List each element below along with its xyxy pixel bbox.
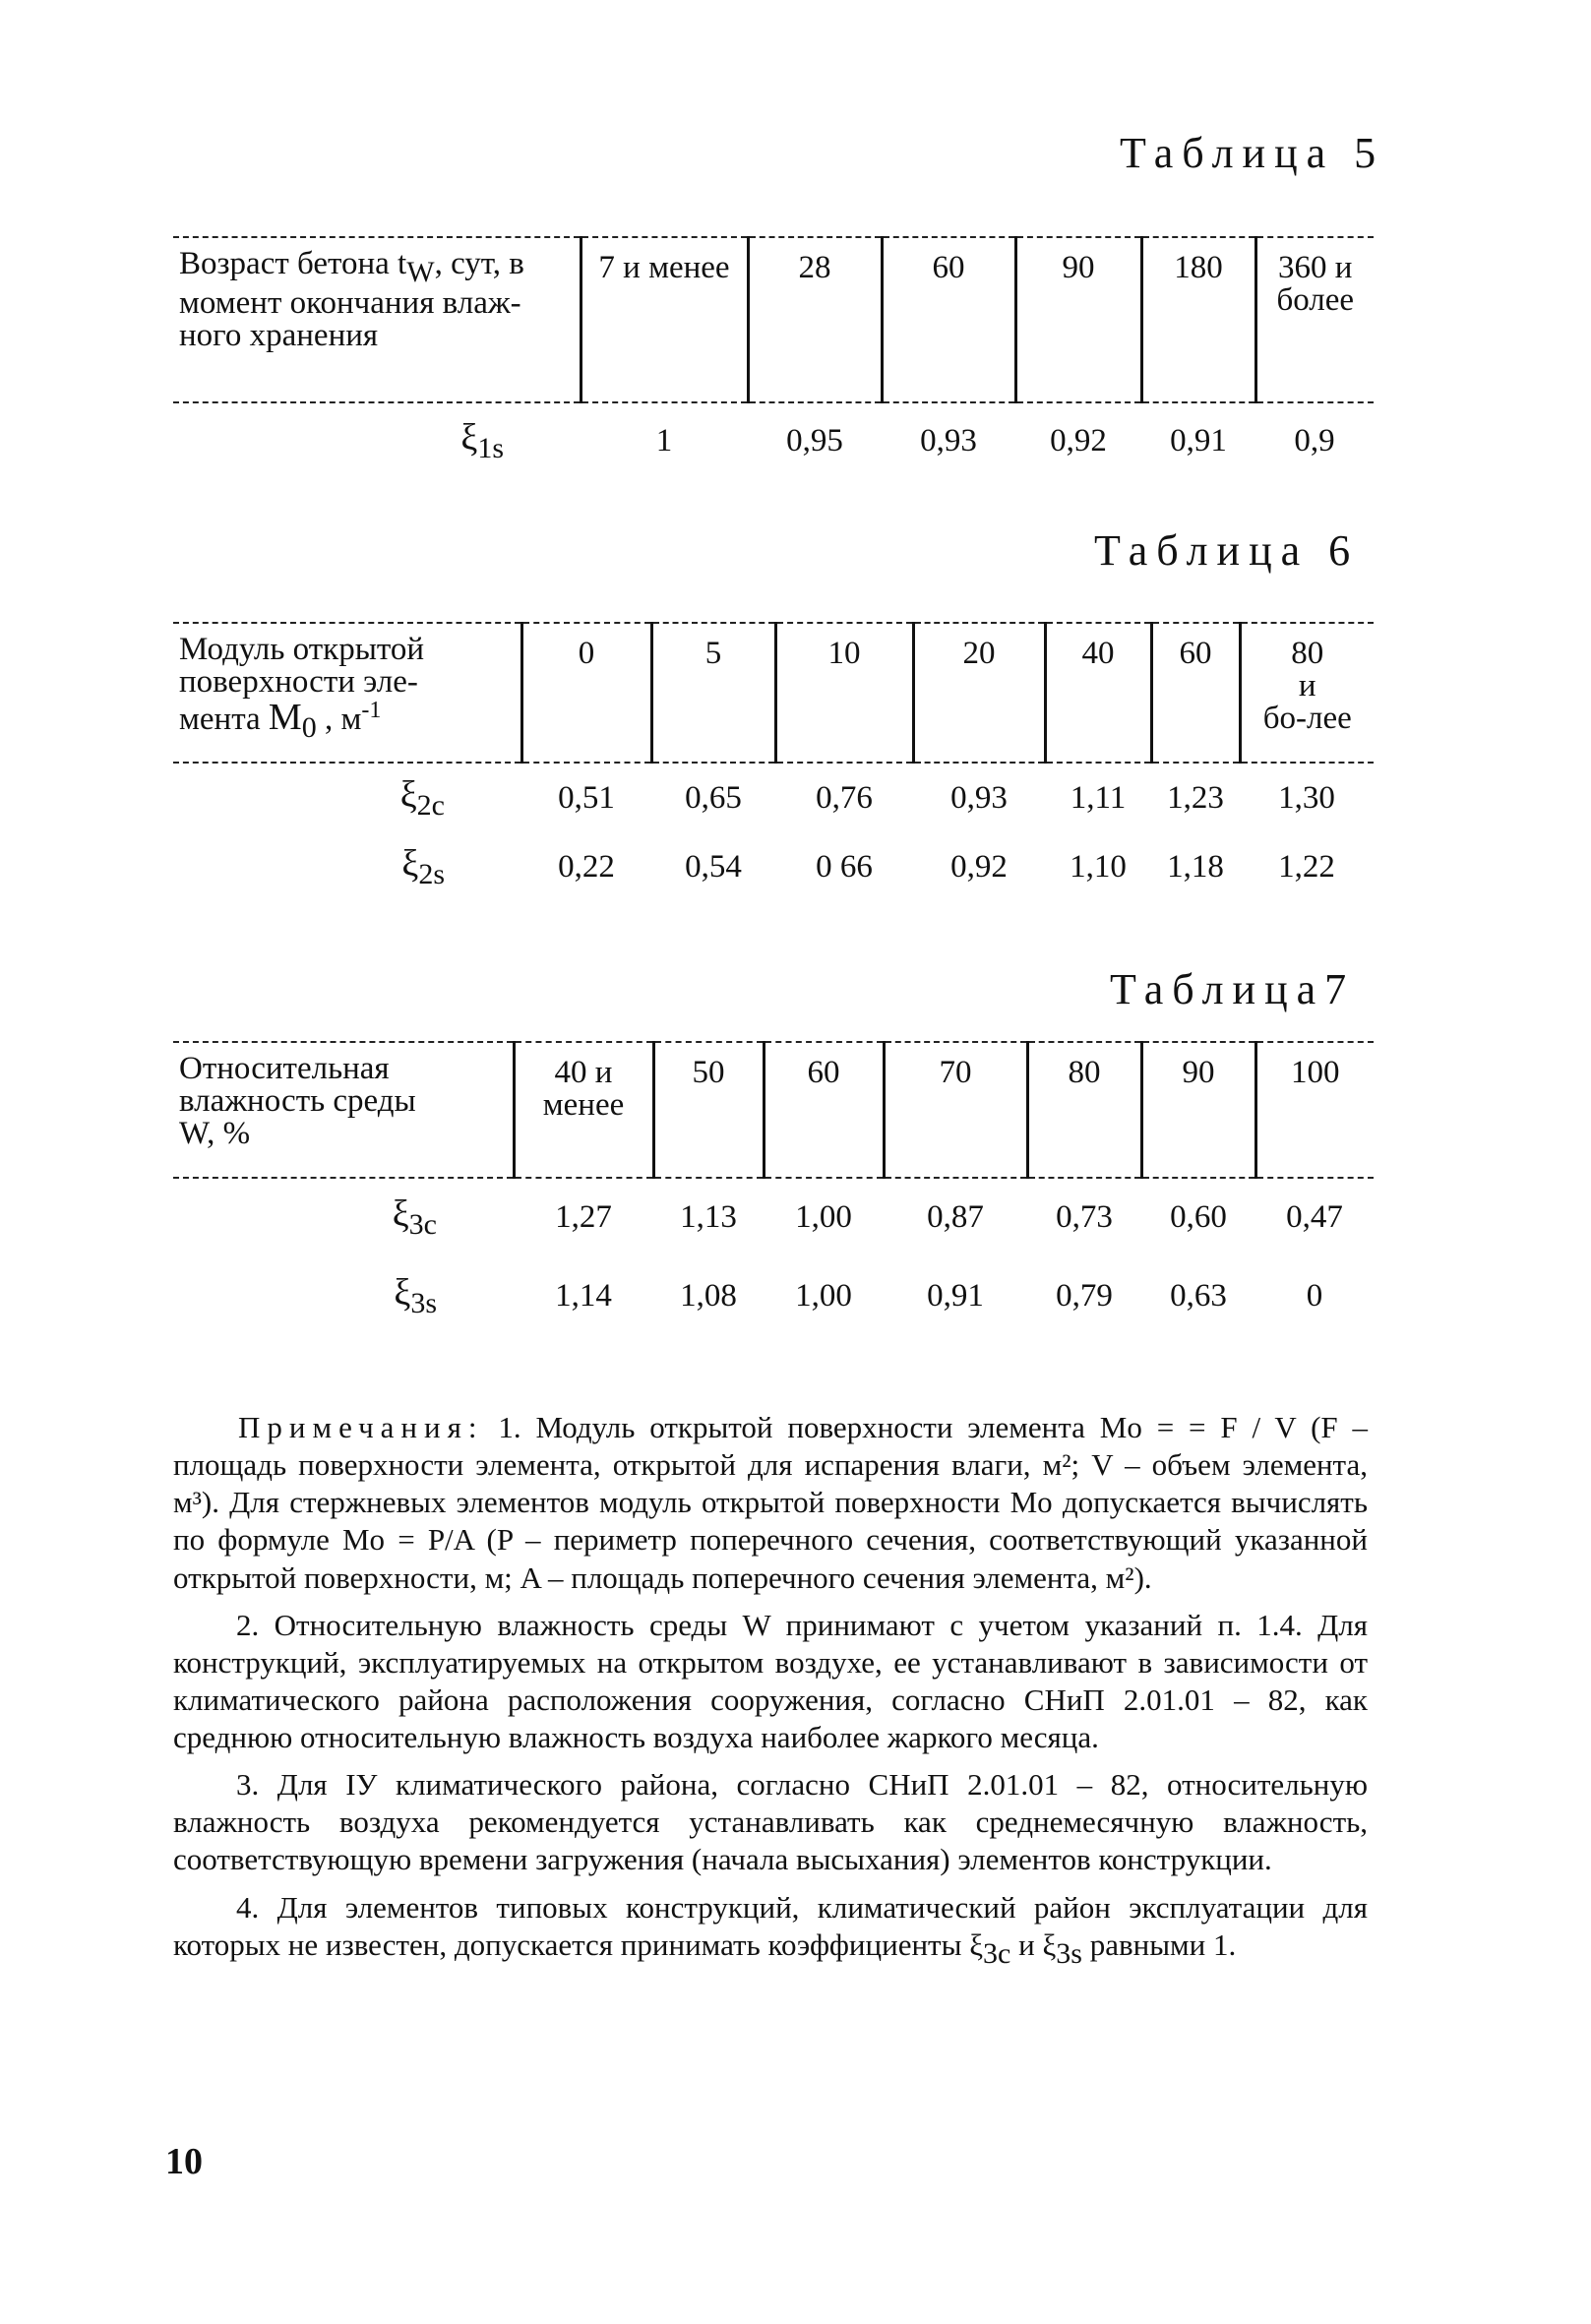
table-5-col-header: 180 — [1141, 237, 1255, 402]
table-5-cell: 0,9 — [1294, 423, 1335, 459]
note-1: Примечания: 1. Модуль открытой поверхности элемента Mo = = F / V (F – площадь поверхности элемента, открытой для испарения влаги, м²; V – объем элемента, м³). Для стержневых элементов модуль открытой поверхности Mo допускается вычислять по формуле Mo = P/A (P – периметр поперечного сечения, соответствующий указанной открытой поверхности, м; A – площадь поперечного сечения элемента, м²). — [173, 1410, 1369, 1595]
table-7-col-header: 90 — [1141, 1042, 1255, 1178]
table-6-cell: 0,92 — [950, 848, 1008, 885]
note-3: 3. Для IУ климатического района, согласно СНиП 2.01.01 – 82, относительную влажность воздуха рекомендуется устанавливать как среднемесячную влажность, соответствующую времени загружения (начала высыхания) элементов конструкции. — [173, 1767, 1368, 1877]
table-6-col-header: 5 — [651, 623, 775, 763]
table-7-cell: 0 — [1306, 1277, 1323, 1314]
table-6 — [173, 622, 1374, 901]
table-7-col-header: 80 — [1027, 1042, 1141, 1178]
table-6-caption: Таблица 6 — [1094, 526, 1360, 575]
table-5-cell: 0,95 — [786, 423, 843, 459]
table-6-cell: 1,30 — [1278, 779, 1335, 816]
table-5-cell: 0,92 — [1050, 423, 1107, 459]
table-6-col-header: 80 и бо-лее — [1240, 623, 1374, 763]
table-5-caption: Таблица 5 — [1120, 129, 1385, 177]
table-6-col-header: 40 — [1045, 623, 1151, 763]
table-7-cell: 1,27 — [555, 1199, 612, 1235]
table-6-cell: 0,65 — [685, 779, 742, 816]
table-6-col-header: 0 — [521, 623, 651, 763]
table-6-cell: 1,11 — [1070, 779, 1127, 816]
table-7-cell: 1,00 — [795, 1277, 852, 1314]
table-6-cell: 0,93 — [950, 779, 1008, 816]
table-6-col-header: 20 — [913, 623, 1045, 763]
table-7 — [173, 1041, 1374, 1335]
table-6-row-label: $\xi_{2s}$ — [401, 842, 445, 890]
table-5 — [173, 236, 1374, 479]
table-5-col-header: 60 — [882, 237, 1015, 402]
table-7-cell: 0,63 — [1170, 1277, 1227, 1314]
table-5-row-label: $\xi_{1s}$ — [460, 417, 504, 464]
table-7-cell: 0,47 — [1286, 1199, 1343, 1235]
table-6-cell: 0,54 — [685, 848, 742, 885]
table-6-cell: 1,10 — [1070, 848, 1127, 885]
table-5-header-label: Возраст бетона tW, сут, в момент окончания влаж-ного хранения — [173, 237, 581, 402]
table-6-cell: 1,23 — [1167, 779, 1224, 816]
table-5-col-header: 28 — [748, 237, 882, 402]
table-6-cell: 0,22 — [558, 848, 615, 885]
table-6-cell: 0,76 — [816, 779, 873, 816]
table-5-cell: 1 — [655, 423, 673, 459]
table-5-col-header: 7 и менее — [581, 237, 748, 402]
table-7-cell: 1,08 — [680, 1277, 737, 1314]
table-7-cell: 0,60 — [1170, 1199, 1227, 1235]
table-7-cell: 0,73 — [1056, 1199, 1113, 1235]
table-7-col-header: 50 — [653, 1042, 764, 1178]
table-6-cell: 1,22 — [1278, 848, 1335, 885]
table-6-row-label: $\xi_{2c}$ — [399, 773, 445, 822]
notes-section — [173, 1409, 1368, 1983]
note-4: 4. Для элементов типовых конструкций, климатический район эксплуатации для которых не известен, допускается принимать коэффициенты ξ3c и ξ3s равными 1. — [173, 1889, 1368, 1970]
table-6-cell: 1,18 — [1167, 848, 1224, 885]
table-7-col-header: 100 — [1255, 1042, 1374, 1178]
table-5-cell: 0,91 — [1170, 423, 1227, 459]
table-5-col-header: 90 — [1015, 237, 1141, 402]
table-6-cell: 0,51 — [558, 779, 615, 816]
table-7-header-label: Относительная влажность среды W, % — [173, 1042, 514, 1178]
table-7-cell: 0,87 — [927, 1199, 984, 1235]
note-2: 2. Относительную влажность среды W принимают с учетом указаний п. 1.4. Для конструкций, эксплуатируемых на открытом воздухе, ее устанавливают в зависимости от климатического района расположения сооружения, согласно СНиП 2.01.01 – 82, как среднюю относительную влажность воздуха наиболее жаркого месяца. — [173, 1607, 1368, 1754]
table-7-col-header: 40 и менее — [514, 1042, 653, 1178]
page-number: 10 — [165, 2141, 203, 2182]
table-5-col-header: 360 и более — [1255, 237, 1374, 402]
table-6-col-header: 10 — [775, 623, 913, 763]
table-7-cell: 0,91 — [927, 1277, 984, 1314]
table-6-cell: 0 66 — [816, 848, 873, 885]
table-5-cell: 0,93 — [920, 423, 977, 459]
table-6-header-label: Модуль открытой поверхности эле- мента M0 , $м^{-1}$ — [173, 623, 521, 763]
table-7-cell: 1,00 — [795, 1199, 852, 1235]
table-7-cell: 1,14 — [555, 1277, 612, 1314]
table-7-col-header: 60 — [764, 1042, 884, 1178]
table-7-row-label: $\xi_{3c}$ — [392, 1193, 437, 1241]
table-6-col-header: 60 — [1151, 623, 1240, 763]
table-7-cell: 1,13 — [680, 1199, 737, 1235]
table-7-caption: Таблица7 — [1110, 965, 1356, 1013]
table-7-row-label: $\xi_{3s}$ — [394, 1271, 437, 1319]
notes-heading: Примечания: — [238, 1410, 484, 1444]
table-7-col-header: 70 — [884, 1042, 1027, 1178]
table-7-cell: 0,79 — [1056, 1277, 1113, 1314]
